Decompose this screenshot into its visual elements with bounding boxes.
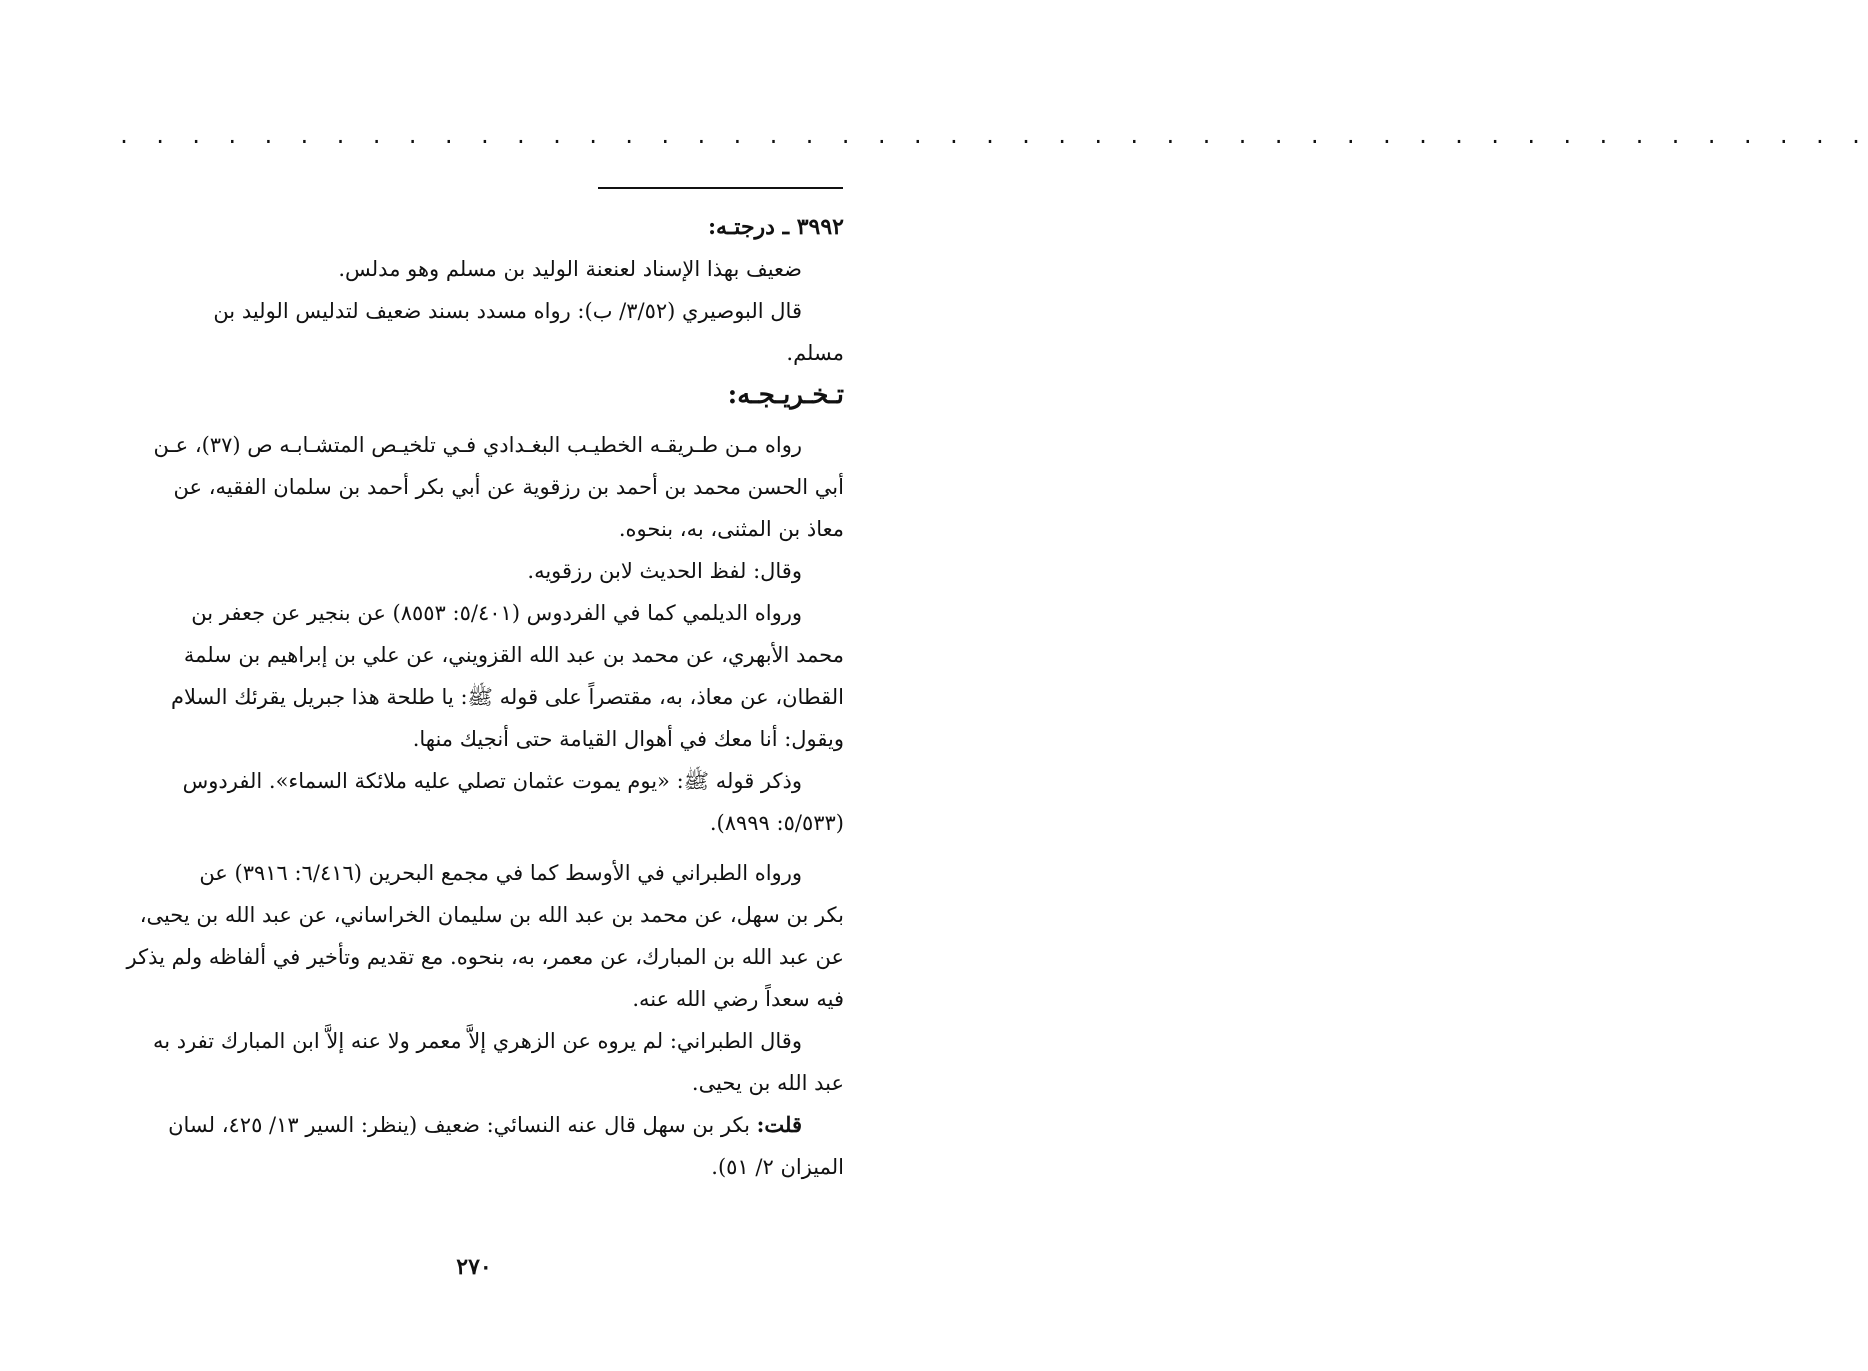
takhrij-paragraph-7-line-2: الميزان ٢/ ٥١). [711, 1155, 844, 1179]
takhrij-paragraph-7-line-1 [108, 1104, 844, 1146]
takhrij-paragraph-1-line-1: رواه مـن طـريقـه الخطيـب البغـدادي فـي تلخيـص المتشـابـه ص (٣٧)، عـن [153, 433, 802, 457]
grade-paragraph-2-line-2: مسلم. [786, 341, 844, 365]
takhrij-paragraph-5-line-1: ورواه الطبراني في الأوسط كما في مجمع البحرين (٦/٤١٦: ٣٩١٦) عن [199, 861, 802, 885]
grade-heading: ٣٩٩٢ ـ درجتـه: [707, 214, 844, 240]
takhrij-paragraph-4-line-2: (٥/٥٣٣: ٨٩٩٩). [709, 811, 844, 835]
page-body [108, 206, 844, 1188]
takhrij-paragraph-3-line-2: محمد الأبهري، عن محمد بن عبد الله القزويني، عن علي بن إبراهيم بن سلمة [183, 643, 844, 667]
note-text: بكر بن سهل قال عنه النسائي: ضعيف (ينظر: السير ١٣/ ٤٢٥، لسان [168, 1113, 757, 1137]
takhrij-heading: تـخـريـجـه: [727, 380, 844, 410]
page-number: ٢٧٠ [456, 1254, 492, 1280]
takhrij-paragraph-3-line-3: القطان، عن معاذ، به، مقتصراً على قوله ﷺ: يا طلحة هذا جبريل يقرئك السلام [171, 685, 844, 709]
takhrij-paragraph-1-line-3: معاذ بن المثنى، به، بنحوه. [618, 517, 844, 541]
takhrij-paragraph-2: وقال: لفظ الحديث لابن رزقويه. [527, 559, 802, 583]
footnote-rule [598, 187, 843, 189]
takhrij-paragraph-4-line-1: وذكر قوله ﷺ: «يوم يموت عثمان تصلي عليه ملائكة السماء». الفردوس [182, 769, 802, 793]
takhrij-paragraph-1-line-2: أبي الحسن محمد بن أحمد بن رزقوية عن أبي بكر أحمد بن سلمان الفقيه، عن [173, 475, 844, 499]
takhrij-paragraph-5-line-3: عن عبد الله بن المبارك، عن معمر، به، بنحوه. مع تقديم وتأخير في ألفاظه ولم يذكر [126, 945, 844, 969]
takhrij-paragraph-6-line-2: عبد الله بن يحيى. [691, 1071, 844, 1095]
takhrij-paragraph-5-line-2: بكر بن سهل، عن محمد بن عبد الله بن سليمان الخراساني، عن عبد الله بن يحيى، [139, 903, 844, 927]
grade-paragraph-1: ضعيف بهذا الإسناد لعنعنة الوليد بن مسلم وهو مدلس. [338, 257, 802, 281]
separator-dots: . . . . . . . . . . . . . . . . . . . . . . . . . . . . . . . . . . . . . . . . . . . . . . . . . [118, 124, 1868, 148]
grade-paragraph-2-line-1: قال البوصيري (٣/٥٢/ ب): رواه مسدد بسند ضعيف لتدليس الوليد بن [213, 299, 802, 323]
takhrij-paragraph-5-line-4: فيه سعداً رضي الله عنه. [632, 987, 844, 1011]
note-lead: قلت: [756, 1112, 802, 1137]
takhrij-paragraph-3-line-1: ورواه الديلمي كما في الفردوس (٥/٤٠١: ٨٥٥٣) عن بنجير عن جعفر بن [191, 601, 802, 625]
takhrij-paragraph-6-line-1: وقال الطبراني: لم يروه عن الزهري إلاَّ معمر ولا عنه إلاَّ ابن المبارك تفرد به [152, 1029, 802, 1053]
takhrij-paragraph-3-line-4: ويقول: أنا معك في أهوال القيامة حتى أنجيك منها. [412, 727, 844, 751]
